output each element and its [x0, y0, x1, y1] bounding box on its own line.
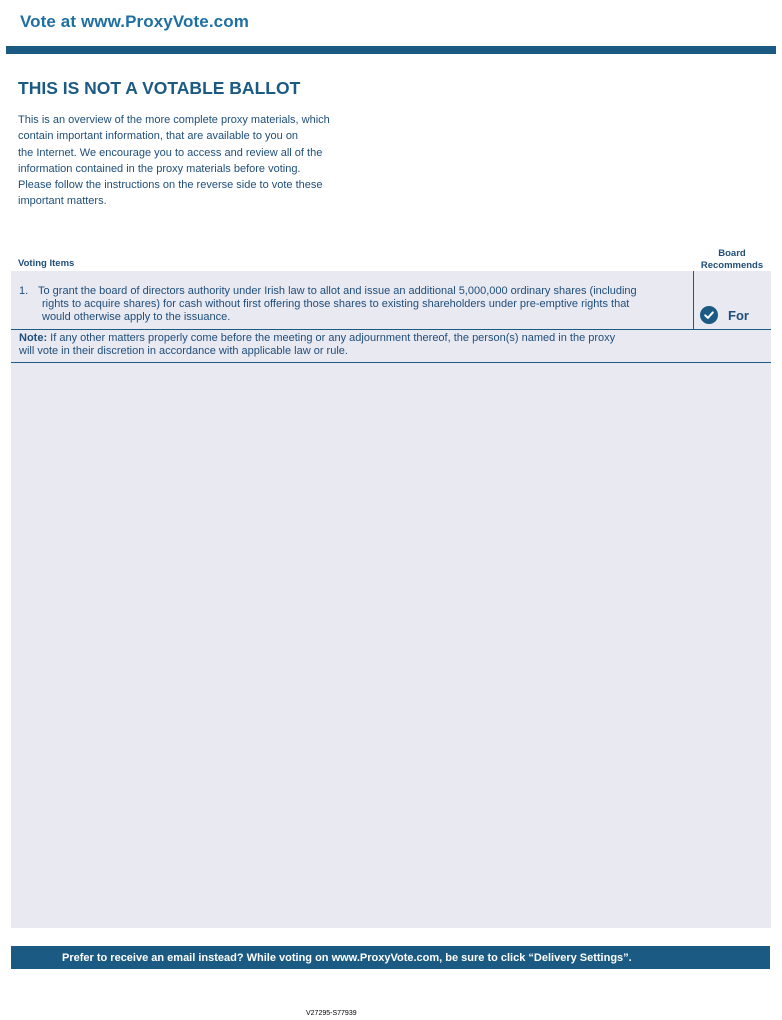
note	[19, 332, 719, 358]
note-label: Note:	[19, 332, 48, 344]
voting-item-line: would otherwise apply to the issuance.	[42, 311, 231, 323]
header-rule	[6, 46, 776, 54]
intro-paragraph	[18, 112, 368, 210]
intro-line: Please follow the instructions on the reverse side to vote these	[18, 179, 323, 192]
ballot-heading: THIS IS NOT A VOTABLE BALLOT	[18, 78, 301, 98]
note-top-rule	[11, 329, 771, 330]
email-delivery-banner	[11, 946, 770, 969]
note-text: If any other matters properly come before the meeting or any adjournment thereof, the person(s) named in the proxy	[50, 332, 616, 344]
voting-item-line: rights to acquire shares) for cash without first offering those shares to existing shareholders under pre-emptive rights that	[42, 298, 630, 310]
intro-line: This is an overview of the more complete proxy materials, which	[18, 114, 330, 126]
email-delivery-text: Prefer to receive an email instead? While voting on www.ProxyVote.com, be sure to click “Delivery Settings”.	[62, 951, 632, 964]
board-recommendation	[700, 306, 749, 324]
recommendation-value: For	[728, 307, 749, 323]
voting-item-line: To grant the board of directors authority under Irish law to allot and issue an additional 5,000,000 ordinary shares (including	[38, 285, 637, 297]
voting-item-number: 1.	[19, 285, 29, 297]
voting-item-text	[38, 285, 694, 324]
intro-line: the Internet. We encourage you to access and review all of the	[18, 146, 323, 159]
note-line: will vote in their discretion in accordance with applicable law or rule.	[19, 345, 348, 357]
voting-items-label: Voting Items	[18, 258, 75, 269]
voting-items-panel	[11, 271, 771, 928]
intro-line: important matters.	[18, 195, 107, 208]
checkmark-icon	[700, 306, 718, 324]
header-title[interactable]: Vote at www.ProxyVote.com	[20, 12, 249, 31]
document-code: V27295-S77939	[306, 1010, 357, 1017]
note-line	[19, 332, 719, 345]
board-recommends-label: Board Recommends	[700, 248, 764, 271]
intro-line: information contained in the proxy materials before voting.	[18, 162, 301, 175]
voting-item	[19, 285, 694, 324]
note-bottom-rule	[11, 362, 771, 363]
intro-line: contain important information, that are available to you on	[18, 130, 299, 143]
